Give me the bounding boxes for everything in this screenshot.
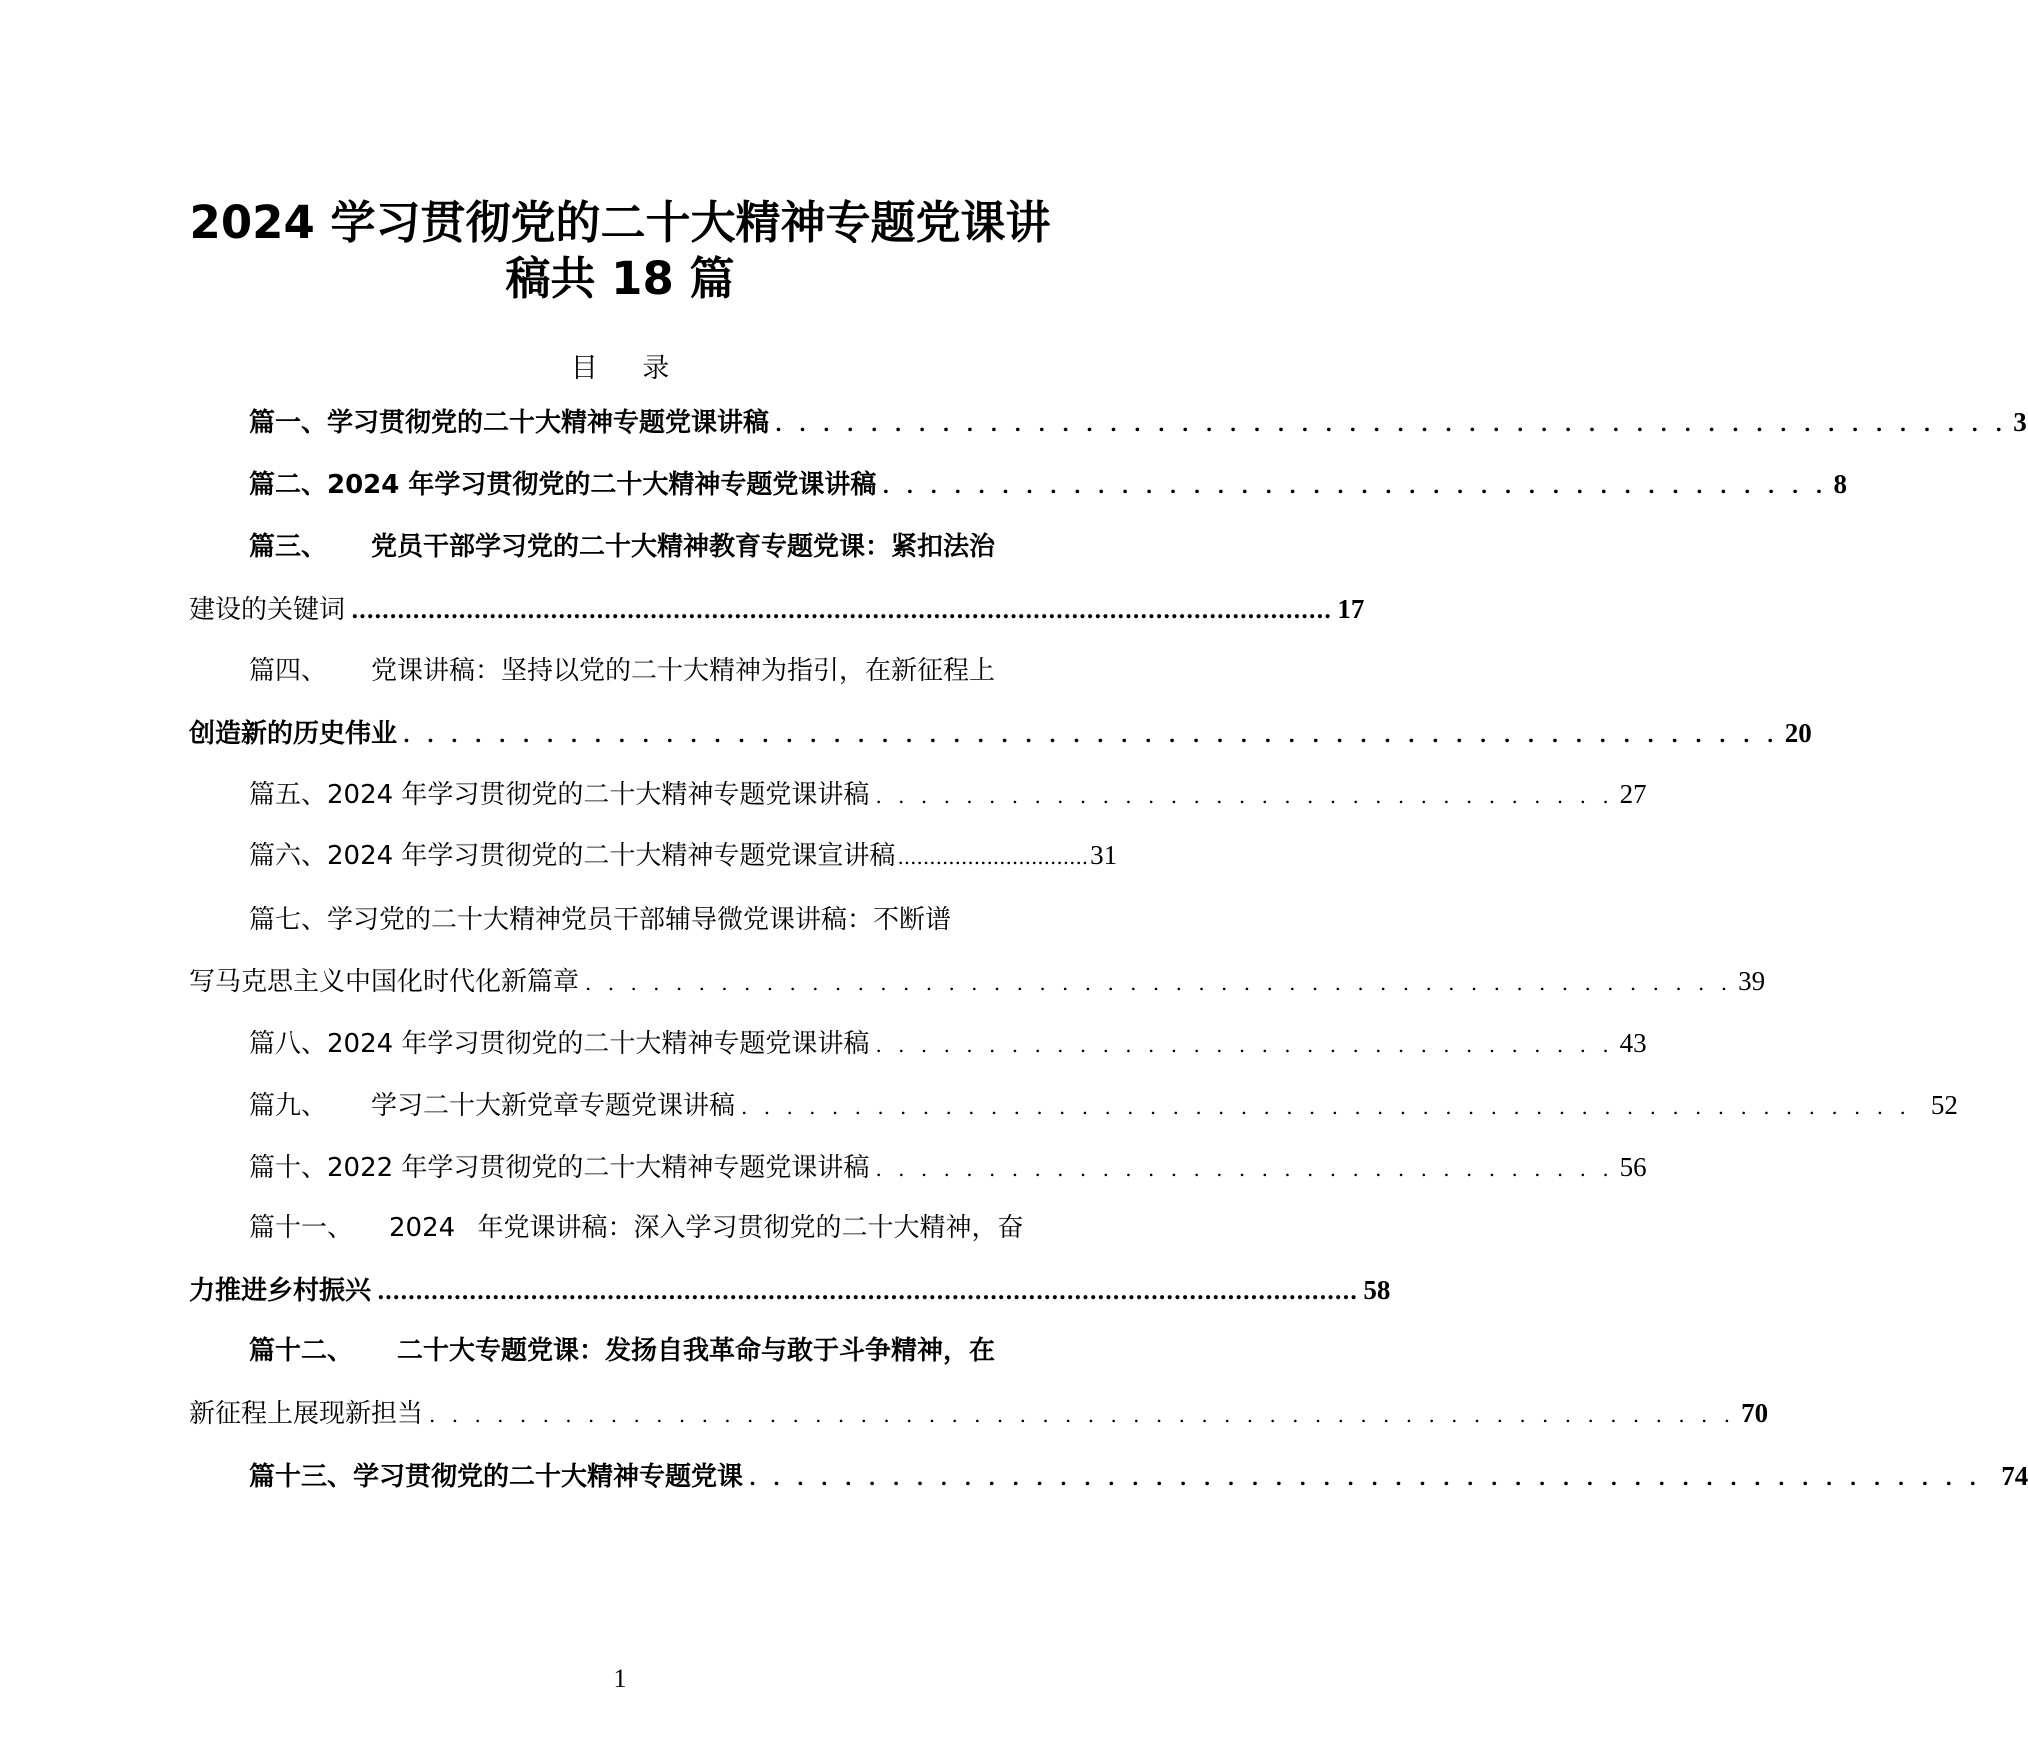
- toc-entry-label: 篇三、: [249, 532, 328, 562]
- toc-entry-title: 写马克思主义中国化时代化新篇章: [189, 967, 580, 997]
- toc-entry-title: 2024 年党课讲稿：深入学习贯彻党的二十大精神，奋: [389, 1213, 1024, 1243]
- toc-entry-title: 篇七、学习党的二十大精神党员干部辅导微党课讲稿：不断谱: [249, 905, 952, 935]
- toc-entry-title: 二十大专题党课：发扬自我革命与敢于斗争精神，在: [397, 1336, 996, 1366]
- toc-entry-11-line-2[interactable]: [189, 1273, 1391, 1307]
- toc-page-number: 20: [1784, 718, 1812, 748]
- toc-leader-dots: . . . . . . . . . . . . . . . . . . . . . . . . . . . . . . . . . . . . . . . . . . . . . . . . . . . . . . . . . .: [429, 1403, 1736, 1427]
- toc-entry-title: 篇八、2024 年学习贯彻党的二十大精神专题党课讲稿: [249, 1029, 870, 1059]
- toc-entry-title: 篇五、2024 年学习贯彻党的二十大精神专题党课讲稿: [249, 780, 870, 810]
- toc-page-number: 31: [1090, 840, 1118, 870]
- toc-entry-3-line-2[interactable]: [189, 592, 1365, 626]
- toc-entry-title: 党课讲稿：坚持以党的二十大精神为指引，在新征程上: [371, 656, 996, 686]
- toc-leader-dots: . . . . . . . . . . . . . . . . . . . . . . . . . . . . . . . . . . . . . . . . . . . . . . . . . . .: [585, 971, 1733, 995]
- toc-entry-title: 篇二、2024 年学习贯彻党的二十大精神专题党课讲稿: [249, 470, 877, 500]
- toc-leader-dots: ..............................: [897, 845, 1089, 869]
- toc-entry-7-line-2[interactable]: [189, 964, 1766, 998]
- toc-page-number: 56: [1619, 1152, 1647, 1182]
- document-title-line-2: 稿共 18 篇: [505, 252, 735, 305]
- toc-page-number: 52: [1930, 1090, 1958, 1120]
- toc-page-number: 43: [1619, 1028, 1647, 1058]
- toc-page-number: 74: [2001, 1461, 2028, 1491]
- toc-entry-title: 篇十三、学习贯彻党的二十大精神专题党课: [249, 1462, 744, 1492]
- toc-entry-label: 篇十一、: [249, 1213, 354, 1243]
- toc-entry-8[interactable]: [249, 1026, 1647, 1060]
- document-title-line-1: 2024 学习贯彻党的二十大精神专题党课讲: [189, 196, 1051, 249]
- toc-leader-dots: . . . . . . . . . . . . . . . . . . . . . . . . . . . . . . . . . . . . . . . .: [882, 474, 1828, 498]
- toc-leader-dots: . . . . . . . . . . . . . . . . . . . . . . . . . . . . . . . . . . . . . . . . . . . . . . . . . . . .: [749, 1466, 1982, 1490]
- toc-entry-6[interactable]: [249, 838, 1118, 872]
- toc-page-number: 27: [1619, 779, 1647, 809]
- toc-entry-label: 篇四、: [249, 656, 328, 686]
- toc-heading: 目 录: [570, 353, 688, 384]
- toc-entry-1[interactable]: [249, 405, 2027, 439]
- toc-entry-7-line-1[interactable]: [249, 903, 1055, 937]
- toc-entry-title: 学习二十大新党章专题党课讲稿: [371, 1091, 736, 1121]
- toc-entry-13[interactable]: [249, 1459, 2028, 1493]
- toc-entry-5[interactable]: [249, 777, 1647, 811]
- toc-leader-dots: . . . . . . . . . . . . . . . . . . . . . . . . . . . . . . . . . . . . . . . . . . . . . . . . . . . .: [741, 1095, 1911, 1119]
- toc-entry-12-line-2[interactable]: [189, 1396, 1769, 1430]
- toc-leader-dots: . . . . . . . . . . . . . . . . . . . . . . . . . . . . . . . . .: [875, 784, 1614, 808]
- toc-entry-3-line-1[interactable]: [249, 530, 1055, 564]
- toc-page-number: 39: [1738, 966, 1766, 996]
- toc-leader-dots: . . . . . . . . . . . . . . . . . . . . . . . . . . . . . . . . . . . . . . . . . . . . . . . . . . . . . . . . . .: [403, 723, 1779, 747]
- toc-entry-11-line-1[interactable]: [249, 1211, 1055, 1245]
- toc-entry-title: 建设的关键词: [189, 595, 346, 625]
- toc-entry-2[interactable]: [249, 467, 1847, 501]
- toc-entry-4-line-1[interactable]: [249, 654, 1055, 688]
- toc-leader-dots: . . . . . . . . . . . . . . . . . . . . . . . . . . . . . . . . .: [875, 1033, 1614, 1057]
- toc-entry-label: 篇十二、: [249, 1336, 354, 1366]
- toc-entry-9[interactable]: [249, 1088, 1958, 1122]
- toc-leader-dots: . . . . . . . . . . . . . . . . . . . . . . . . . . . . . . . . .: [875, 1157, 1614, 1181]
- toc-page-number: 3: [2013, 407, 2027, 437]
- toc-page-number: 70: [1741, 1398, 1769, 1428]
- page-number: 1: [613, 1664, 627, 1693]
- toc-entry-10[interactable]: [249, 1150, 1647, 1184]
- toc-entry-12-line-1[interactable]: [249, 1334, 1055, 1368]
- toc-entry-title: 力推进乡村振兴: [189, 1276, 372, 1306]
- toc-page-number: 58: [1363, 1275, 1391, 1305]
- toc-entry-title: 党员干部学习党的二十大精神教育专题党课：紧扣法治: [371, 532, 996, 562]
- toc-entry-title: 篇十、2022 年学习贯彻党的二十大精神专题党课讲稿: [249, 1153, 870, 1183]
- toc-page-number: 17: [1337, 594, 1365, 624]
- toc-entry-title: 创造新的历史伟业: [189, 719, 398, 749]
- toc-entry-title: 新征程上展现新担当: [189, 1399, 424, 1429]
- toc-leader-dots: ................................................................................................................................: [377, 1279, 1358, 1305]
- toc-entry-title: 篇一、学习贯彻党的二十大精神专题党课讲稿: [249, 408, 770, 438]
- toc-entry-title: 篇六、2024 年学习贯彻党的二十大精神专题党课宣讲稿: [249, 841, 896, 871]
- toc-entry-label: 篇九、: [249, 1091, 328, 1121]
- toc-page-number: 8: [1833, 469, 1847, 499]
- toc-leader-dots: . . . . . . . . . . . . . . . . . . . . . . . . . . . . . . . . . . . . . . . . . . . . . . . . . . . .: [775, 412, 2008, 436]
- toc-leader-dots: ................................................................................................................................: [351, 598, 1332, 624]
- toc-entry-4-line-2[interactable]: [189, 716, 1812, 750]
